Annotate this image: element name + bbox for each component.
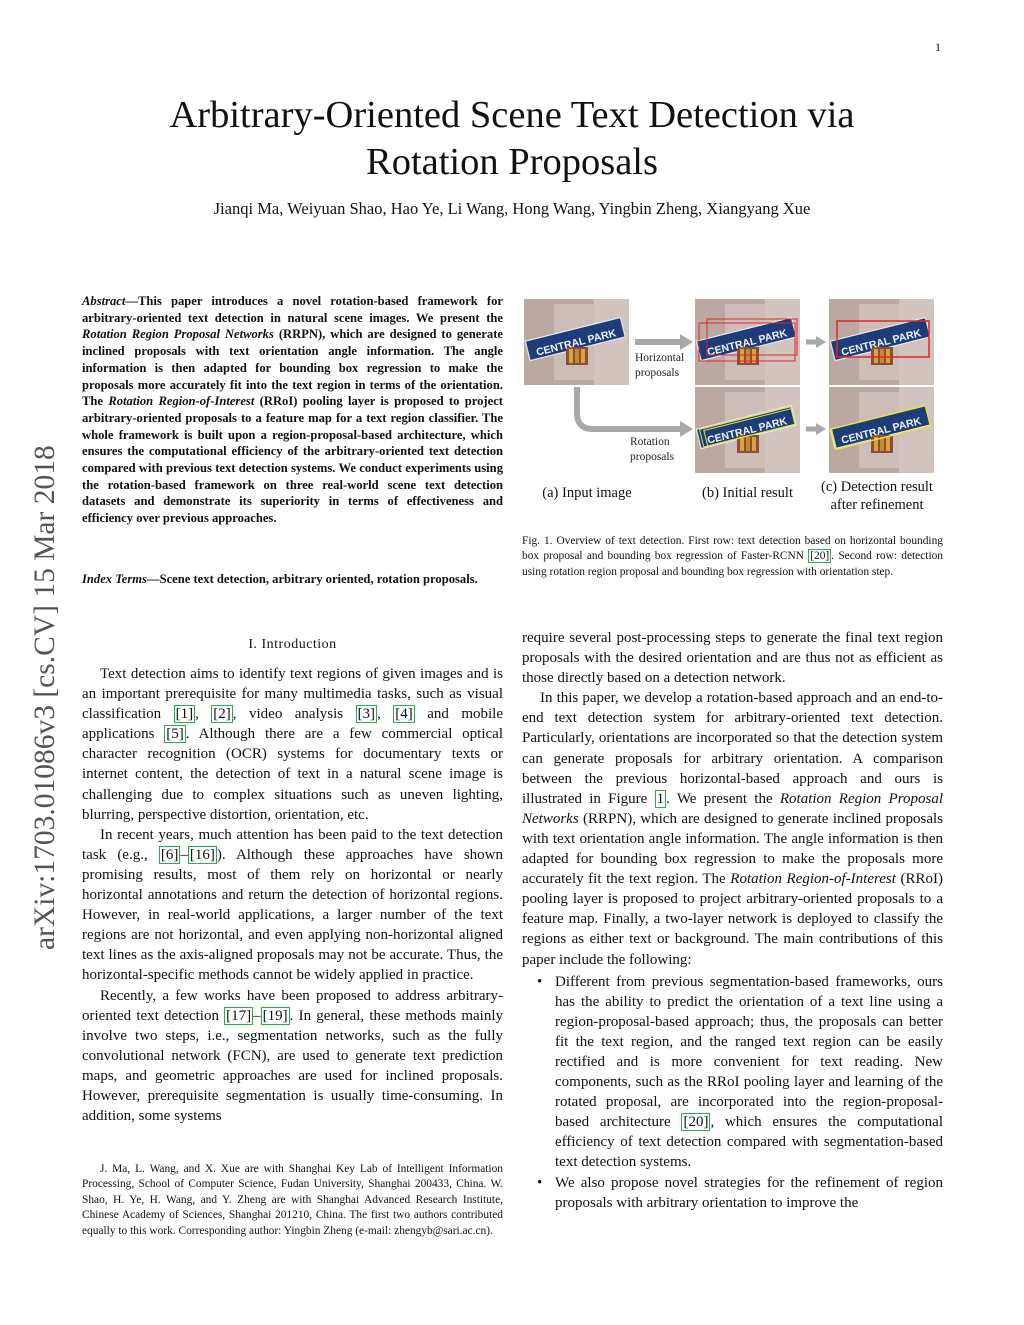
text: . In general, these methods mainly involve two steps, i.e., segmentation networks, such as the fully convolutional network (FCN), are used to generate text prediction maps, and geometric approaches are used for inclined proposals. However, prerequisite segmentation is usually time-consuming. In addition, some systems — [82, 1007, 503, 1125]
text: Different from previous segmentation-based frameworks, ours has the ability to predict the orientation of a text line using a region-proposal-based approach; thus, the proposals can better fit the text region, and the ranged text region can be easily rectified and is more convenient for text reading. New components, such as the RRoI pooling layer and learning of the rotated proposal, are incorporated into the region-proposal-based architecture — [555, 973, 943, 1131]
text: , — [195, 706, 212, 723]
text: Text detection aims to identify text regions of given images and is an important prerequisite for many multimedia tasks, such as visual classification — [82, 666, 503, 723]
input-image — [524, 299, 629, 385]
rotation-proposals-label: Rotation proposals — [630, 436, 675, 463]
intro-left-column — [82, 664, 503, 1126]
text: In this paper, we develop a rotation-based approach and an end-to-end text detection system for arbitrary-oriented text detection. Particularly, orientations are incorporated so that the detection system can generate proposals for arbitrary orientation. A comparison between the previous horizontal-based approach and ours is illustrated in Figure — [522, 690, 943, 807]
author-list: Jianqi Ma, Weiyuan Shao, Hao Ye, Li Wang, Hong Wang, Yingbin Zheng, Xiangyang Xue — [213, 199, 811, 218]
section-heading: I. Introduction — [248, 637, 337, 652]
text: . Although there are a few commercial optical character recognition (OCR) systems for documentary texts or internet content, the detection of text in a natural scene image is challenging due to complex situations such as uneven lighting, blurring, perspective distortion, orientation, etc. — [82, 726, 503, 823]
citation-link[interactable]: [20] — [683, 1114, 709, 1131]
text: , video analysis — [232, 706, 356, 723]
paragraph — [82, 825, 503, 986]
text: , — [377, 706, 394, 723]
sign-text: CENTRAL PARK — [535, 327, 618, 359]
subfigure-label-a: (a) Input image — [542, 485, 632, 501]
citation-link[interactable]: [4] — [395, 706, 413, 723]
caption-text: . Second row: detection using rotation region proposal and bounding box regression with orientation step. — [522, 550, 943, 578]
refined-result-rotated — [829, 387, 934, 473]
text: and mobile applications — [82, 706, 503, 743]
abstract-label: Abstract — [82, 294, 126, 308]
citation-link[interactable]: [16] — [189, 846, 215, 863]
horizontal-proposals-label: Horizontal proposals — [635, 352, 685, 379]
emphasis: Rotation Region-of-Interest — [730, 871, 896, 888]
arrow-icon — [816, 423, 826, 435]
text: In recent years, much attention has been paid to the text detection task (e.g., — [82, 826, 503, 863]
paragraph — [82, 986, 503, 1127]
arrow-icon — [816, 336, 826, 348]
text: ). Although these approaches have shown promising results, most of them rely on horizontal or nearly horizontal annotations and return the detection of horizontal regions. However, in real-world applications, a larger number of the text regions are not horizontal, and even applying non-horizontal aligned text lines as the axis-aligned proposals may not be accurate. Thus, the horizontal-specific methods cannot be widely applied in practice. — [82, 846, 503, 984]
subfigure-label-c: (c) Detection result after refinement — [821, 479, 933, 513]
figure-1 — [522, 295, 943, 517]
initial-result-horizontal — [695, 299, 800, 385]
abstract-text: (RRPN), which are designed to generate inclined proposals with text orientation angle information. The angle information is then adapted for bounding box regression to make the proposals more accurately fit into the text region in terms of the orientation. The — [82, 327, 504, 409]
footnote — [82, 1162, 503, 1239]
figure-ref-link[interactable]: 1 — [656, 790, 665, 807]
abstract-text: —This paper introduces a novel rotation-based framework for arbitrary-oriented text detection in natural scene images. We present the — [82, 294, 503, 325]
citation-link[interactable]: [6] — [160, 846, 179, 863]
arxiv-identifier: arXiv:1703.01086v3 [cs.CV] 15 Mar 2018 — [29, 445, 61, 950]
list-item: • We also propose novel strategies for the refinement of region proposals with arbitrary orientation to improve the — [555, 1173, 943, 1213]
subfigure-label-b: (b) Initial result — [701, 485, 793, 501]
footnote-text: J. Ma, L. Wang, and X. Xue are with Shanghai Key Lab of Intelligent Information Processing, School of Computer Science, Fudan University, Shanghai 200433, China. W. Shao, H. Ye, H. Wang, and Y. Zheng are with Shanghai Advanced Research Institute, Chinese Academy of Sciences, Shanghai 201210, China. The first two authors contributed equally to this work. Corresponding author: Yingbin Zheng (e-mail: zhengyb@sari.ac.cn). — [82, 1163, 503, 1237]
figure-caption — [522, 534, 943, 580]
abstract-emphasis: Rotation Region-of-Interest — [108, 394, 255, 409]
paper-title: Arbitrary-Oriented Scene Text Detection via Rotation Proposals — [169, 94, 855, 183]
text: , which ensures the computational efficiency of text detection compared with segmentation-based text detection systems. — [555, 1114, 944, 1171]
paragraph — [522, 688, 943, 969]
paragraph — [82, 664, 503, 825]
sign-text: CENTRAL PARK — [706, 415, 789, 447]
text: . We present the — [666, 790, 780, 807]
text: – — [253, 1007, 261, 1024]
citation-link[interactable]: [3] — [357, 706, 376, 723]
list-item — [555, 972, 943, 1173]
refined-result-horizontal — [829, 299, 934, 385]
arrow-icon — [577, 387, 682, 429]
index-terms-label: Index Terms — [82, 572, 147, 586]
text: (RRPN), which are designed to generate inclined proposals with text orientation angle information. The angle information is then adapted for bounding box regression to make the proposals more accurately fit the text region. The — [522, 810, 943, 888]
index-terms-text: —Scene text detection, arbitrary oriented, rotation proposals. — [146, 572, 478, 586]
text: (RRoI) pooling layer is proposed to project arbitrary-oriented proposals to a feature map. Finally, a two-layer network is deployed to classify the regions as either text or background. The main contributions of this paper include the following: — [522, 871, 943, 968]
arrow-icon — [680, 334, 693, 350]
abstract-emphasis: Rotation Region Proposal Networks — [82, 327, 274, 342]
text: Recently, a few works have been proposed to address arbitrary-oriented text detection — [82, 987, 503, 1024]
citation-link[interactable]: [20] — [810, 550, 830, 563]
citation-link[interactable]: [19] — [262, 1007, 288, 1024]
intro-right-column — [522, 628, 943, 1213]
sign-text: CENTRAL PARK — [840, 327, 923, 359]
page-number: 1 — [935, 40, 941, 54]
abstract — [82, 293, 503, 527]
contribution-list — [522, 972, 943, 1213]
text: – — [180, 846, 188, 863]
index-terms — [82, 571, 503, 588]
emphasis: Rotation Region Proposal Networks — [522, 790, 943, 827]
caption-text: Fig. 1. Overview of text detection. First row: text detection based on horizontal bounding box proposal and bounding box regression of Faster-RCNN — [522, 535, 943, 563]
citation-link[interactable]: [2] — [213, 706, 231, 723]
sign-text: CENTRAL PARK — [706, 327, 789, 359]
citation-link[interactable]: [5] — [166, 726, 184, 743]
abstract-text: (RRoI) pooling layer is proposed to project arbitrary-oriented proposals to a feature map for a text region classifier. The whole framework is built upon a region-proposal-based architecture, which ensures the computational efficiency of the arbitrary-oriented text detection compared with previous text detection systems. We conduct experiments using the rotation-based framework on three real-world scene text detection datasets and demonstrate its superiority in terms of effectiveness and efficiency over previous approaches. — [82, 394, 503, 526]
initial-result-rotated — [695, 387, 800, 473]
citation-link[interactable]: [1] — [175, 706, 194, 723]
paragraph: require several post-processing steps to generate the final text region proposals with the desired orientation and are thus not as efficient as those directly based on a detection network. — [522, 630, 943, 687]
citation-link[interactable]: [17] — [226, 1007, 252, 1024]
sign-text: CENTRAL PARK — [840, 415, 923, 447]
